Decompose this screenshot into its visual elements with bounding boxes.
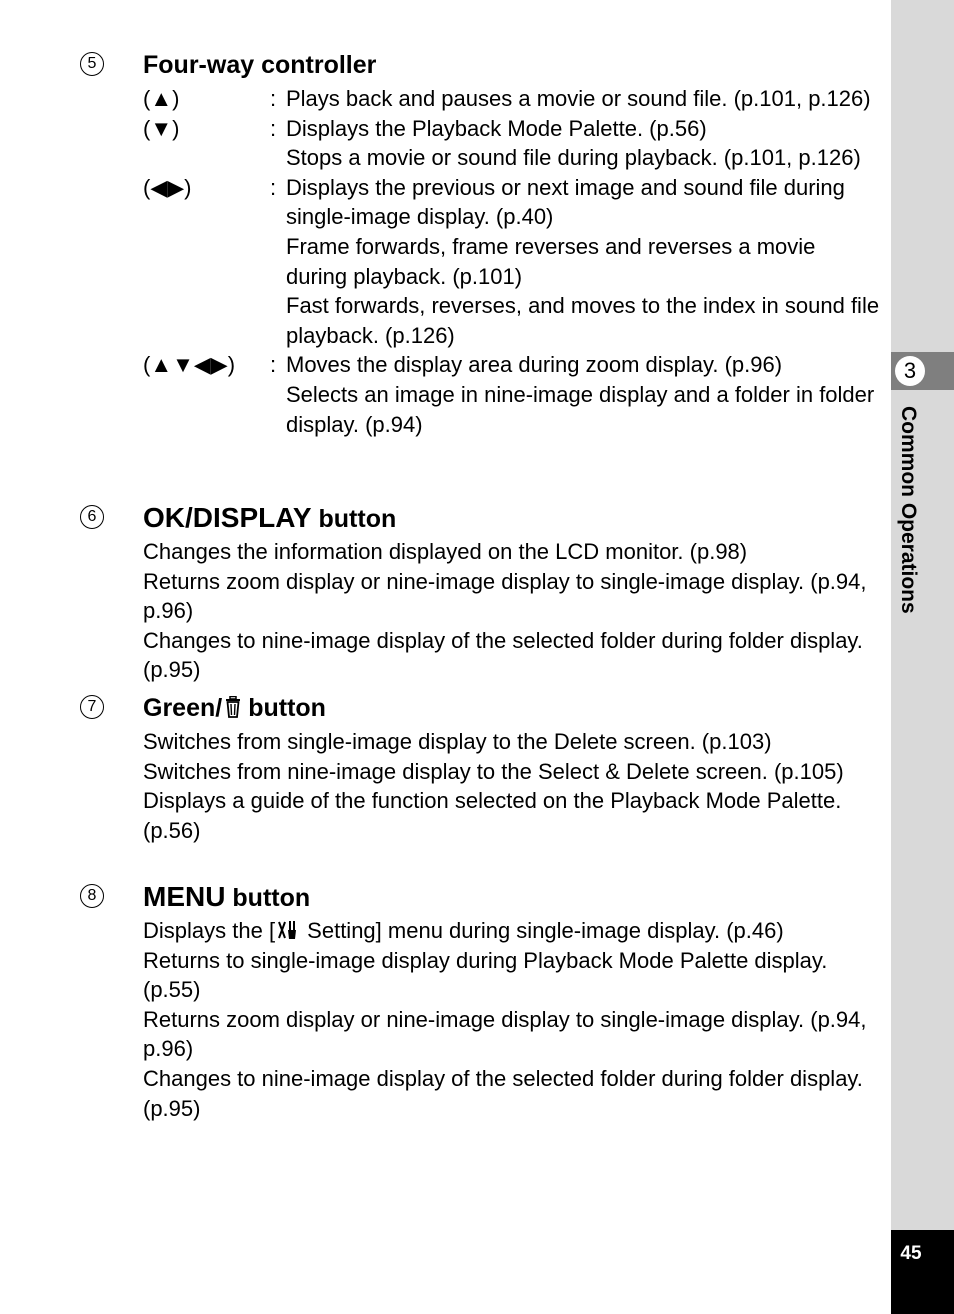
item-number: 6 [80,505,104,529]
ok-display-label: OK/DISPLAY [143,502,312,533]
item-heading [80,693,880,727]
item-green-delete-button [80,693,880,845]
item-title: Four-way controller [143,51,377,79]
button-word: button [248,694,326,722]
item-heading [80,882,880,916]
row-colon: : [270,174,277,200]
green-label: Green/ [143,694,223,722]
desc-line: Returns zoom display or nine-image display to single-image display. (p.94, p.96) [143,1006,867,1062]
controller-row [143,350,880,439]
item-description [143,537,880,685]
item-title [143,693,326,723]
item-rows [143,84,880,439]
controller-row [143,114,880,173]
controller-key: (▼) [143,115,180,141]
trash-icon [224,696,242,718]
chapter-title: Common Operations [897,406,920,614]
page-number: 45 [900,1243,922,1264]
row-colon: : [270,352,277,378]
row-line: Plays back and pauses a movie or sound file. (p.101, p.126) [286,86,871,111]
item-heading [80,50,880,84]
row-line: Moves the display area during zoom display. (p.96) [286,352,783,378]
item-title [143,503,396,534]
row-colon: : [270,86,277,111]
item-ok-display-button [80,503,880,685]
desc-line: Switches from nine-image display to the Select & Delete screen. (p.105) [143,758,844,784]
row-line: Fast forwards, reverses, and moves to the index in sound file playback. (p.126) [286,293,880,348]
row-line: Selects an image in nine-image display and a folder in folder display. (p.94) [286,381,875,437]
row-colon: : [270,115,277,141]
controller-row [143,84,880,114]
desc-line: Switches from single-image display to the Delete screen. (p.103) [143,729,772,754]
controller-key: (▲) [143,86,180,111]
chapter-number: 3 [895,356,925,386]
item-number: 5 [80,52,104,76]
controller-row [143,173,880,351]
item-description [143,727,880,845]
chapter-side-strip [891,0,954,1314]
item-menu-button [80,882,880,1123]
controller-key: (▲▼◀▶) [143,352,236,378]
row-line: Displays the Playback Mode Palette. (p.56) [286,115,707,141]
desc-line: Returns to single-image display during Playback Mode Palette display. (p.55) [143,947,828,1003]
button-word: button [225,884,311,912]
desc-line: Changes to nine-image display of the selected folder during folder display. (p.95) [143,627,863,683]
item-four-way-controller [80,50,880,439]
item-description [143,916,880,1123]
desc-line: Changes the information displayed on the LCD monitor. (p.98) [143,539,748,564]
item-number: 8 [80,884,104,908]
button-word: button [311,505,397,533]
setting-icon [277,920,299,940]
row-line: Frame forwards, frame reverses and reverses a movie during playback. (p.101) [286,233,816,289]
menu-label: MENU [143,881,226,912]
desc-line: Returns zoom display or nine-image display to single-image display. (p.94, p.96) [143,568,867,624]
desc-line: Displays the [ Setting] menu during single-image display. (p.46) [143,918,784,943]
desc-line: Displays a guide of the function selected on the Playback Mode Palette. (p.56) [143,788,842,843]
row-line: Stops a movie or sound file during playback. (p.101, p.126) [286,145,861,171]
controller-key: (◀▶) [143,174,192,200]
desc-line: Changes to nine-image display of the selected folder during folder display. (p.95) [143,1065,863,1121]
item-title [143,882,310,913]
row-line: Displays the previous or next image and sound file during single-image display. (p.40) [286,174,845,230]
item-number: 7 [80,695,104,719]
item-heading [80,503,880,537]
